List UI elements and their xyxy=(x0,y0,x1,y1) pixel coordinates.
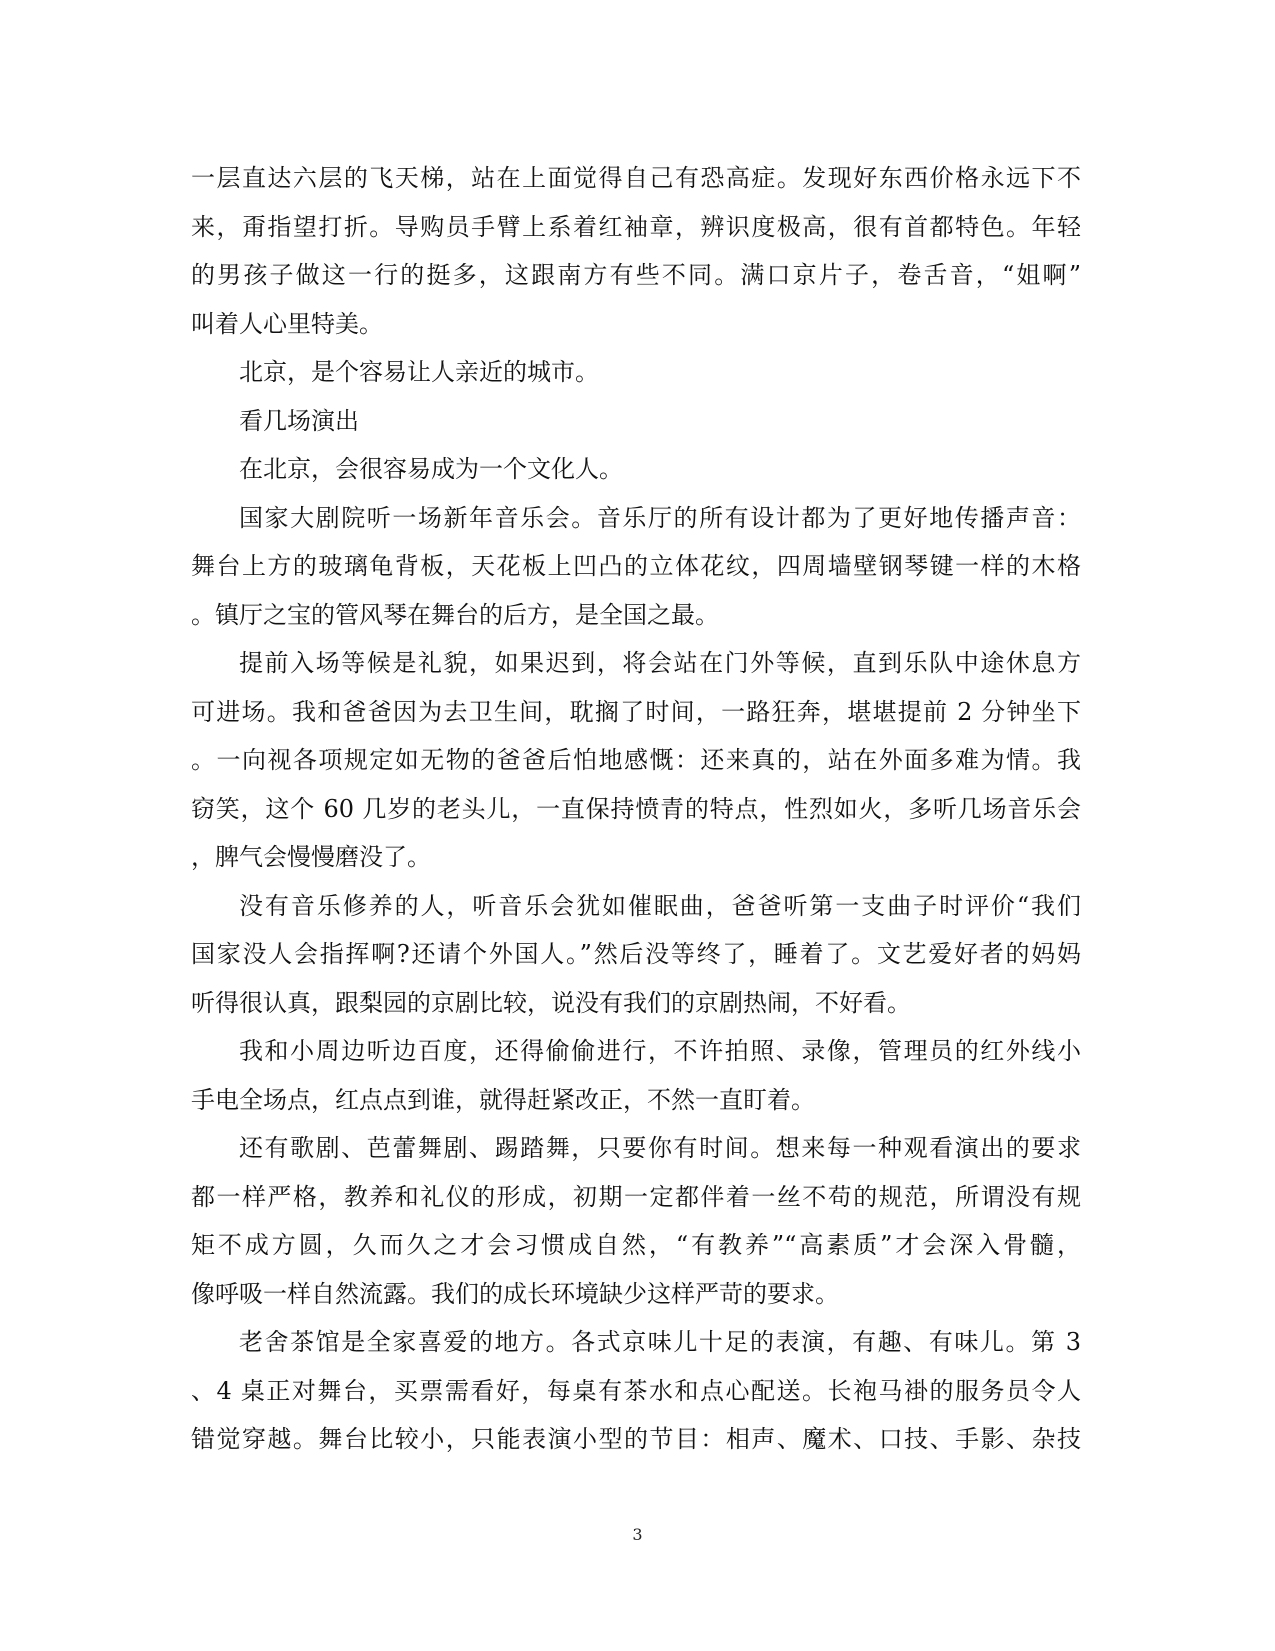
text-line: 像呼吸一样自然流露。我们的成长环境缺少这样严苛的要求。 xyxy=(191,1279,839,1308)
text-line: 都一样严格，教养和礼仪的形成，初期一定都伴着一丝不苟的规范，所谓没有规 xyxy=(191,1182,1081,1211)
text-line: 的男孩子做这一行的挺多，这跟南方有些不同。满口京片子，卷舌音，“姐啊” xyxy=(191,261,1081,289)
text-line: 没有音乐修养的人，听音乐会犹如催眠曲，爸爸听第一支曲子时评价“我们 xyxy=(239,891,1081,920)
text-line: 舞台上方的玻璃龟背板，天花板上凹凸的立体花纹，四周墙壁钢琴键一样的木格 xyxy=(191,552,1081,580)
text-line: 还有歌剧、芭蕾舞剧、踢踏舞，只要你有时间。想来每一种观看演出的要求 xyxy=(239,1134,1081,1162)
text-line: 一层直达六层的飞天梯，站在上面觉得自己有恐高症。发现好东西价格永远下不 xyxy=(191,164,1081,192)
text-line: 叫着人心里特美。 xyxy=(191,309,383,338)
text-line: 窃笑，这个 60 几岁的老头儿，一直保持愤青的特点，性烈如火，多听几场音乐会 xyxy=(191,794,1081,823)
text-line: ，脾气会慢慢磨没了。 xyxy=(191,843,431,871)
text-line: 来，甭指望打折。导购员手臂上系着红袖章，辨识度极高，很有首都特色。年轻 xyxy=(191,212,1081,241)
text-line: 老舍茶馆是全家喜爱的地方。各式京味儿十足的表演，有趣、有味儿。第 3 xyxy=(239,1328,1081,1356)
text-line: 提前入场等候是礼貌，如果迟到，将会站在门外等候，直到乐队中途休息方 xyxy=(239,649,1081,677)
page-number: 3 xyxy=(632,1525,643,1544)
text-line: 听得很认真，跟梨园的京剧比较，说没有我们的京剧热闹，不好看。 xyxy=(191,988,911,1017)
text-line: 在北京，会很容易成为一个文化人。 xyxy=(239,455,623,483)
text-line: 手电全场点，红点点到谁，就得赶紧改正，不然一直盯着。 xyxy=(191,1085,815,1114)
text-line: 国家大剧院听一场新年音乐会。音乐厅的所有设计都为了更好地传播声音： xyxy=(239,503,1081,532)
text-line: 可进场。我和爸爸因为去卫生间，耽搁了时间，一路狂奔，堪堪提前 2 分钟坐下 xyxy=(191,697,1081,726)
body-text xyxy=(191,154,1081,1464)
text-line: 错觉穿越。舞台比较小，只能表演小型的节目：相声、魔术、口技、手影、杂技 xyxy=(191,1425,1081,1453)
text-line: 、4 桌正对舞台，买票需看好，每桌有茶水和点心配送。长袍马褂的服务员令人 xyxy=(191,1376,1081,1405)
text-line: 北京，是个容易让人亲近的城市。 xyxy=(239,358,599,386)
text-line: 。一向视各项规定如无物的爸爸后怕地感慨：还来真的，站在外面多难为情。我 xyxy=(191,746,1081,774)
text-line: 矩不成方圆，久而久之才会习惯成自然，“有教养”“高素质”才会深入骨髓， xyxy=(191,1231,1081,1259)
text-line: 我和小周边听边百度，还得偷偷进行，不许拍照、录像，管理员的红外线小 xyxy=(239,1037,1081,1065)
text-line: 国家没人会指挥啊?还请个外国人。”然后没等终了，睡着了。文艺爱好者的妈妈 xyxy=(191,940,1081,968)
text-line: 。镇厅之宝的管风琴在舞台的后方，是全国之最。 xyxy=(191,600,719,629)
text-line: 看几场演出 xyxy=(239,406,359,435)
